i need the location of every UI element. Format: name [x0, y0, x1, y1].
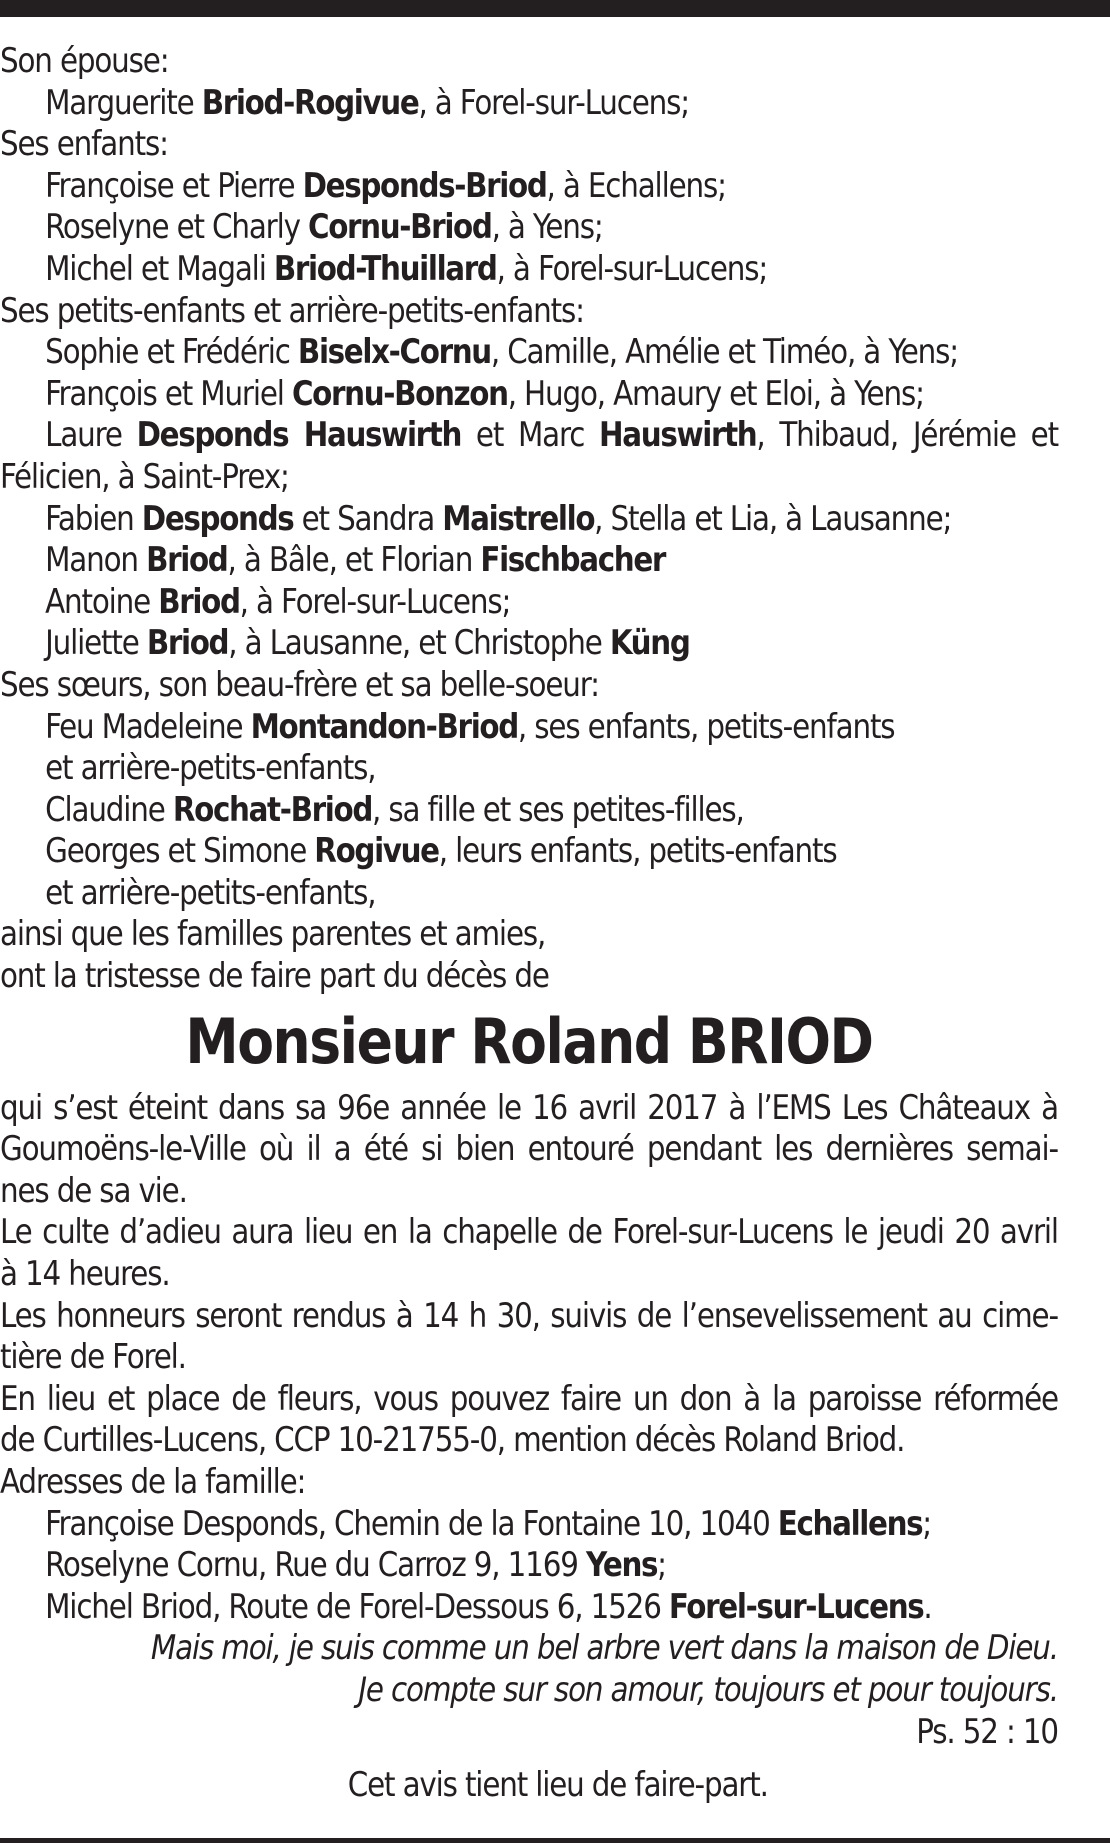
family-line: [0, 582, 1058, 624]
top-rule: [0, 0, 1110, 17]
surname: Yens: [585, 1545, 658, 1586]
text-run: qui s’est éteint dans sa 96e année le 16 avril 2017 à l’EMS Les Châteaux à: [0, 1087, 1058, 1128]
text-run: Laure: [45, 415, 137, 456]
surname: Briod: [146, 623, 229, 664]
text-run: de Curtilles-Lucens, CCP 10-21755-0, mention décès Roland Briod.: [0, 1420, 905, 1461]
surname: Desponds: [141, 498, 294, 539]
text-run: Antoine: [45, 581, 159, 622]
text-run: Ses sœurs, son beau-frère et sa belle-soeur:: [0, 664, 599, 705]
family-line: [0, 831, 1058, 873]
text-run: Claudine: [45, 789, 173, 830]
family-line: [0, 457, 1058, 499]
text-run: , à Forel-sur-Lucens;: [418, 82, 690, 123]
surname: Maistrello: [442, 498, 595, 539]
family-line: [0, 124, 1058, 166]
obituary-notice: [0, 41, 1058, 1807]
family-line: [0, 748, 1058, 790]
text-run: , Stella et Lia, à Lausanne;: [594, 498, 952, 539]
text-run: et arrière-petits-enfants,: [45, 872, 376, 913]
family-line: [0, 873, 1058, 915]
text-run: tière de Forel.: [0, 1337, 186, 1378]
text-run: , à Bâle, et Florian: [227, 540, 481, 581]
body-line: [0, 1296, 1058, 1338]
surname: Echallens: [777, 1503, 923, 1544]
text-run: à 14 heures.: [0, 1254, 170, 1295]
text-run: Feu Madeleine: [45, 706, 251, 747]
family-list: [0, 41, 1058, 998]
text-run: En lieu et place de fleurs, vous pouvez faire un don à la paroisse réformée: [0, 1378, 1058, 1419]
body-line: [0, 1212, 1058, 1254]
text-run: Roselyne et Charly: [45, 207, 308, 248]
text-run: ainsi que les familles parentes et amies,: [0, 914, 546, 955]
surname: Biselx-Cornu: [297, 332, 491, 373]
surname: Forel-sur-Lucens: [668, 1586, 924, 1627]
surname: Montandon-Briod: [250, 706, 518, 747]
text-run: Juliette: [45, 623, 147, 664]
text-run: , leurs enfants, petits-enfants: [438, 831, 837, 872]
verse-line: Je compte sur son amour, toujours et pour toujours.: [358, 1669, 1058, 1710]
text-run: Sophie et Frédéric: [45, 332, 298, 373]
surname: Rogivue: [314, 831, 439, 872]
text-run: ont la tristesse de faire part du décès de: [0, 956, 549, 997]
surname: Küng: [609, 623, 690, 664]
text-run: , Camille, Amélie et Timéo, à Yens;: [490, 332, 959, 373]
text-run: , Thibaud, Jérémie et: [756, 415, 1058, 456]
text-run: ;: [657, 1545, 666, 1586]
deceased-name: Monsieur Roland BRIOD: [185, 1004, 873, 1078]
family-line: [0, 41, 1058, 83]
text-run: ;: [922, 1503, 932, 1544]
family-line: [0, 415, 1058, 457]
text-run: et arrière-petits-enfants,: [45, 748, 376, 789]
surname: Desponds-Briod: [302, 165, 547, 206]
text-run: Le culte d’adieu aura lieu en la chapelle de Forel-sur-Lucens le jeudi 20 avril: [0, 1212, 1058, 1253]
family-line: [0, 665, 1058, 707]
surname: Briod: [158, 581, 240, 622]
text-run: , ses enfants, petits-enfants: [517, 706, 895, 747]
family-line: [0, 914, 1058, 956]
body-line: [0, 1587, 1058, 1629]
text-run: Georges et Simone: [45, 831, 315, 872]
body-line: [0, 1088, 1058, 1130]
text-run: , à Lausanne, et Christophe: [228, 623, 610, 664]
body-line: [0, 1545, 1058, 1587]
text-run: Ses petits-enfants et arrière-petits-enfants:: [0, 290, 584, 331]
body-line: [0, 1504, 1058, 1546]
family-line: [0, 291, 1058, 333]
family-line: [0, 332, 1058, 374]
text-run: Goumoëns-le-Ville où il a été si bien entouré pendant les dernières semai-: [0, 1129, 1058, 1170]
family-line: [0, 707, 1058, 749]
family-line: [0, 249, 1058, 291]
text-run: Son épouse:: [0, 41, 169, 81]
text-run: Michel et Magali: [45, 248, 274, 289]
text-run: et Marc: [461, 415, 600, 456]
surname: Briod: [146, 540, 228, 581]
text-run: Ses enfants:: [0, 124, 168, 165]
family-line: [0, 374, 1058, 416]
body-line: [0, 1254, 1058, 1296]
text-run: .: [923, 1586, 932, 1627]
text-run: , à Echallens;: [546, 165, 726, 206]
text-run: Marguerite: [45, 82, 202, 123]
text-run: Félicien, à Saint-Prex;: [0, 456, 289, 497]
verse-line: Mais moi, je suis comme un bel arbre vert dans la maison de Dieu.: [150, 1628, 1058, 1669]
closing-note: Cet avis tient lieu de faire-part.: [347, 1765, 768, 1806]
text-run: Les honneurs seront rendus à 14 h 30, suivis de l’ensevelissement au cime-: [0, 1295, 1058, 1336]
text-run: Roselyne Cornu, Rue du Carroz 9, 1169: [45, 1545, 586, 1586]
surname: Fischbacher: [480, 540, 666, 581]
bottom-rule: [0, 1838, 1110, 1843]
text-run: , à Forel-sur-Lucens;: [239, 581, 511, 622]
surname: Cornu-Bonzon: [291, 373, 508, 414]
text-run: , sa fille et ses petites-filles,: [372, 789, 744, 830]
family-line: [0, 83, 1058, 125]
body-line: [0, 1462, 1058, 1504]
text-run: nes de sa vie.: [0, 1170, 187, 1211]
bible-verse: [0, 1628, 1058, 1753]
text-run: , Hugo, Amaury et Eloi, à Yens;: [507, 373, 924, 414]
notice-body: [0, 1088, 1058, 1629]
text-run: , à Yens;: [491, 207, 603, 248]
text-run: Michel Briod, Route de Forel-Dessous 6, 1526: [45, 1586, 669, 1627]
body-line: [0, 1171, 1058, 1213]
text-run: François et Muriel: [45, 373, 292, 414]
verse-reference: Ps. 52 : 10: [916, 1711, 1058, 1752]
text-run: Adresses de la famille:: [0, 1462, 306, 1502]
family-line: [0, 166, 1058, 208]
text-run: , à Forel-sur-Lucens;: [496, 248, 768, 289]
surname: Desponds Hauswirth: [136, 415, 462, 456]
text-run: Manon: [45, 540, 147, 581]
text-run: Françoise et Pierre: [45, 165, 303, 206]
surname: Briod-Rogivue: [201, 82, 419, 123]
text-run: Françoise Desponds, Chemin de la Fontaine 10, 1040: [45, 1503, 778, 1544]
family-line: [0, 540, 1058, 582]
surname: Rochat-Briod: [172, 789, 372, 830]
family-line: [0, 207, 1058, 249]
surname: Cornu-Briod: [307, 207, 492, 248]
text-run: Fabien: [45, 498, 142, 539]
surname: Hauswirth: [599, 415, 757, 456]
family-line: [0, 956, 1058, 998]
body-line: [0, 1420, 1058, 1462]
body-line: [0, 1337, 1058, 1379]
text-run: et Sandra: [293, 498, 443, 539]
family-line: [0, 623, 1058, 665]
body-line: [0, 1129, 1058, 1171]
body-line: [0, 1379, 1058, 1421]
family-line: [0, 499, 1058, 541]
family-line: [0, 790, 1058, 832]
surname: Briod-Thuillard: [273, 248, 497, 289]
